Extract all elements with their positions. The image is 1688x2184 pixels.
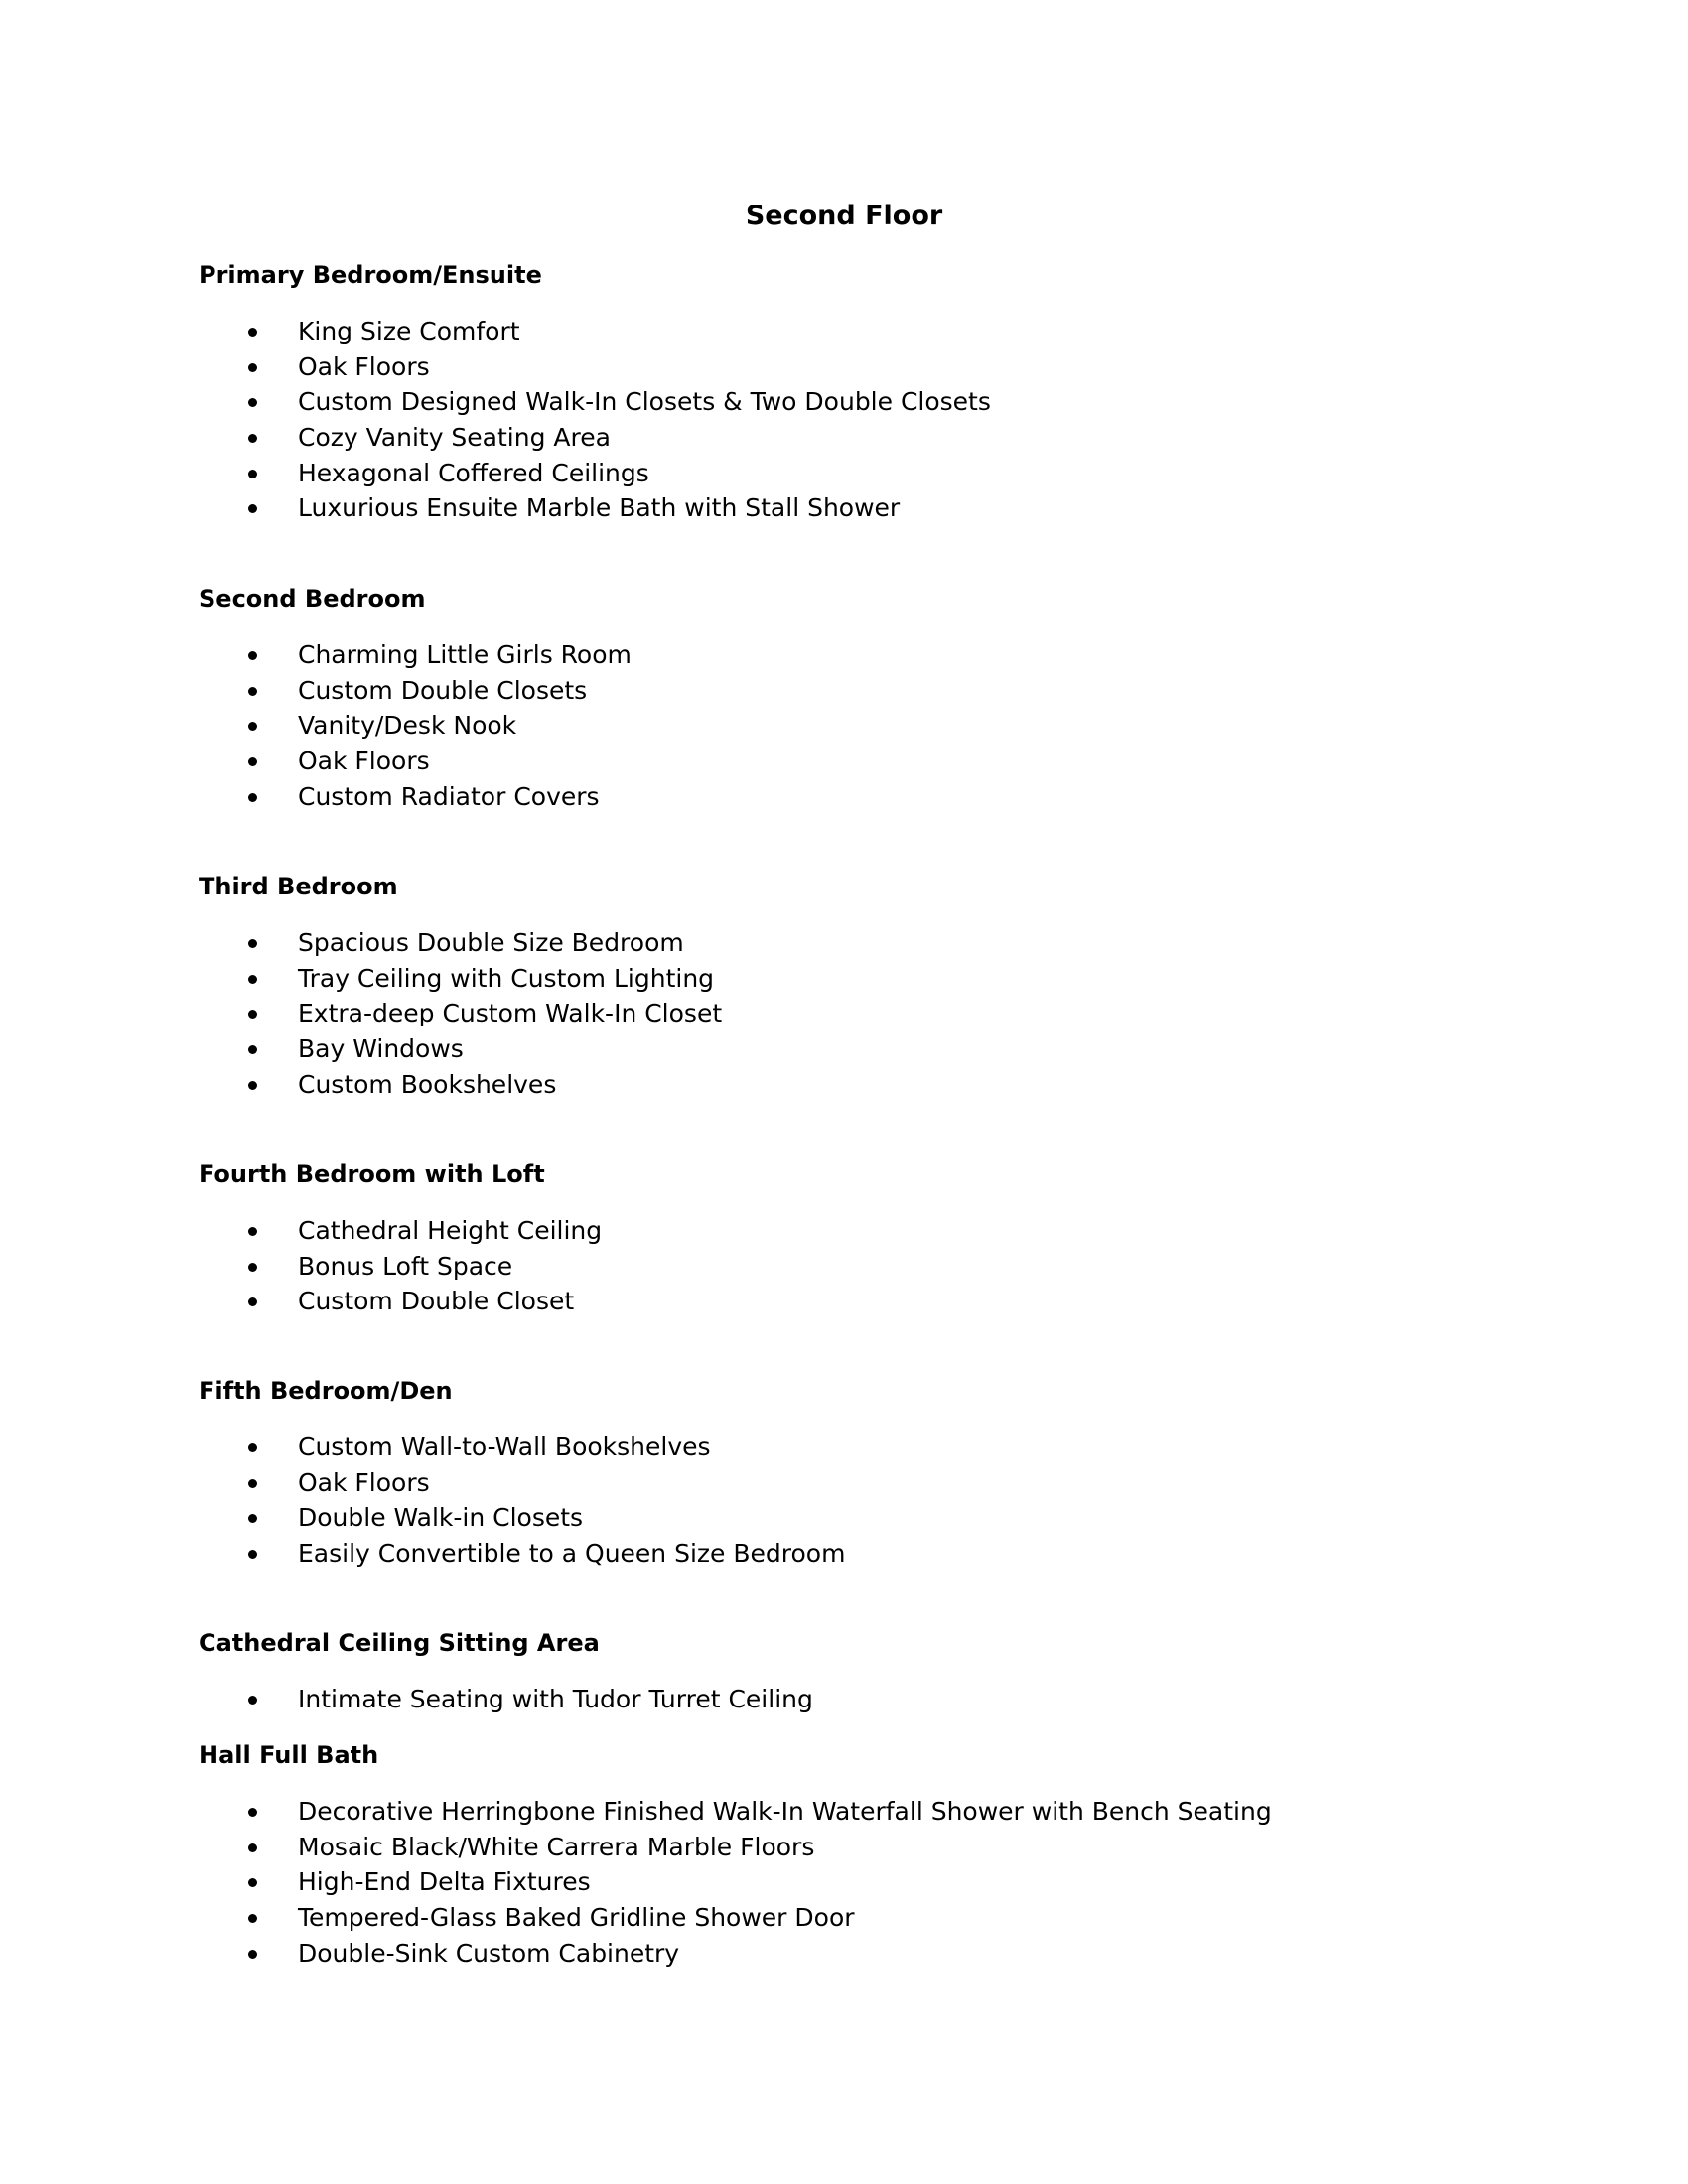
list-item-text: Easily Convertible to a Queen Size Bedroom: [298, 1539, 846, 1569]
list-item: [199, 1537, 1489, 1572]
bullet-icon: [248, 651, 257, 660]
list-item-text: Tray Ceiling with Custom Lighting: [298, 963, 715, 993]
list-item-text: Cathedral Height Ceiling: [298, 1216, 603, 1245]
section-heading: Hall Full Bath: [199, 1741, 379, 1769]
section-fourth-bedroom: [199, 1159, 1489, 1320]
list-item-text: Custom Wall-to-Wall Bookshelves: [298, 1433, 711, 1461]
list-item-text: Luxurious Ensuite Marble Bath with Stall Shower: [298, 493, 901, 523]
section-heading: Fifth Bedroom/Den: [199, 1377, 453, 1405]
list-item: [199, 1068, 1489, 1104]
section-heading: Third Bedroom: [199, 873, 398, 900]
bullet-icon: [248, 1808, 257, 1817]
list-item: [199, 962, 1489, 998]
section-third-bedroom: [199, 871, 1489, 1103]
list-item: [199, 421, 1489, 457]
list-item: [199, 745, 1489, 780]
bullet-icon: [248, 434, 257, 443]
bullet-icon: [248, 1479, 257, 1488]
bullet-icon: [248, 1081, 257, 1090]
bullet-icon: [248, 757, 257, 766]
bullet-list: [199, 1214, 1489, 1320]
section-heading: Fourth Bedroom with Loft: [199, 1160, 545, 1188]
bullet-icon: [248, 1010, 257, 1019]
list-item-text: Custom Designed Walk-In Closets & Two Double Closets: [298, 387, 991, 417]
section-sitting-area: [199, 1627, 1489, 1718]
section-primary-bedroom: [199, 259, 1489, 527]
list-item-text: Custom Double Closets: [298, 675, 588, 705]
list-item: [199, 1285, 1489, 1320]
list-item: [199, 350, 1489, 386]
list-item-text: Spacious Double Size Bedroom: [298, 928, 684, 957]
bullet-icon: [248, 793, 257, 802]
list-item: [199, 315, 1489, 350]
bullet-icon: [248, 470, 257, 478]
list-item-text: Extra-deep Custom Walk-In Closet: [298, 999, 723, 1028]
list-item-text: Decorative Herringbone Finished Walk-In Waterfall Shower with Bench Seating: [298, 1797, 1272, 1826]
list-item: [199, 638, 1489, 674]
list-item: [199, 385, 1489, 421]
bullet-icon: [248, 1227, 257, 1236]
bullet-list: [199, 315, 1489, 527]
bullet-icon: [248, 1878, 257, 1887]
list-item: [199, 1901, 1489, 1937]
list-item-text: Double Walk-in Closets: [298, 1503, 584, 1533]
bullet-icon: [248, 398, 257, 407]
section-heading: Cathedral Ceiling Sitting Area: [199, 1629, 600, 1657]
list-item-text: Bay Windows: [298, 1034, 464, 1064]
list-item: [199, 1250, 1489, 1286]
list-item-text: Cozy Vanity Seating Area: [298, 423, 611, 453]
bullet-list: [199, 1683, 1489, 1718]
list-item: [199, 1032, 1489, 1068]
section-heading: Second Bedroom: [199, 585, 426, 613]
list-item: [199, 709, 1489, 745]
bullet-icon: [248, 939, 257, 948]
list-item: [199, 1431, 1489, 1466]
bullet-icon: [248, 504, 257, 513]
bullet-icon: [248, 1950, 257, 1959]
list-item-text: Oak Floors: [298, 1467, 430, 1497]
list-item: [199, 997, 1489, 1032]
list-item: [199, 926, 1489, 962]
bullet-icon: [248, 363, 257, 372]
list-item-text: Vanity/Desk Nook: [298, 711, 517, 741]
list-item-text: Hexagonal Coffered Ceilings: [298, 458, 649, 487]
list-item: [199, 457, 1489, 492]
bullet-icon: [248, 1263, 257, 1272]
section-second-bedroom: [199, 583, 1489, 815]
list-item: [199, 1865, 1489, 1901]
list-item-text: Charming Little Girls Room: [298, 640, 632, 669]
bullet-icon: [248, 1914, 257, 1923]
bullet-list: [199, 926, 1489, 1103]
bullet-list: [199, 638, 1489, 815]
bullet-icon: [248, 1045, 257, 1054]
list-item-text: Oak Floors: [298, 747, 430, 776]
list-item-text: Intimate Seating with Tudor Turret Ceiling: [298, 1685, 813, 1713]
bullet-icon: [248, 1550, 257, 1559]
bullet-icon: [248, 722, 257, 731]
list-item: [199, 1466, 1489, 1502]
list-item: [199, 1831, 1489, 1866]
list-item-text: Tempered-Glass Baked Gridline Shower Door: [298, 1903, 855, 1933]
bullet-list: [199, 1795, 1489, 1972]
bullet-icon: [248, 1443, 257, 1452]
bullet-icon: [248, 1696, 257, 1705]
list-item-text: Bonus Loft Space: [298, 1251, 513, 1281]
list-item-text: Custom Radiator Covers: [298, 781, 600, 811]
bullet-icon: [248, 687, 257, 696]
section-fifth-bedroom: [199, 1375, 1489, 1572]
list-item: [199, 491, 1489, 527]
list-item: [199, 1937, 1489, 1973]
list-item-text: Oak Floors: [298, 351, 430, 381]
list-item: [199, 1501, 1489, 1537]
list-item: [199, 1214, 1489, 1250]
section-heading: Primary Bedroom/Ensuite: [199, 261, 542, 289]
page-title: Second Floor: [745, 201, 943, 231]
bullet-icon: [248, 1843, 257, 1852]
list-item-text: High-End Delta Fixtures: [298, 1867, 591, 1897]
section-hall-bath: [199, 1739, 1489, 1972]
bullet-list: [199, 1431, 1489, 1572]
bullet-icon: [248, 1514, 257, 1523]
list-item-text: King Size Comfort: [298, 317, 520, 345]
bullet-icon: [248, 328, 257, 337]
list-item: [199, 1795, 1489, 1831]
list-item: [199, 780, 1489, 816]
bullet-icon: [248, 975, 257, 984]
list-item-text: Custom Bookshelves: [298, 1069, 557, 1099]
list-item: [199, 674, 1489, 710]
list-item-text: Mosaic Black/White Carrera Marble Floors: [298, 1832, 815, 1861]
list-item-text: Custom Double Closet: [298, 1287, 575, 1316]
list-item-text: Double-Sink Custom Cabinetry: [298, 1938, 680, 1968]
list-item: [199, 1683, 1489, 1718]
bullet-icon: [248, 1297, 257, 1306]
